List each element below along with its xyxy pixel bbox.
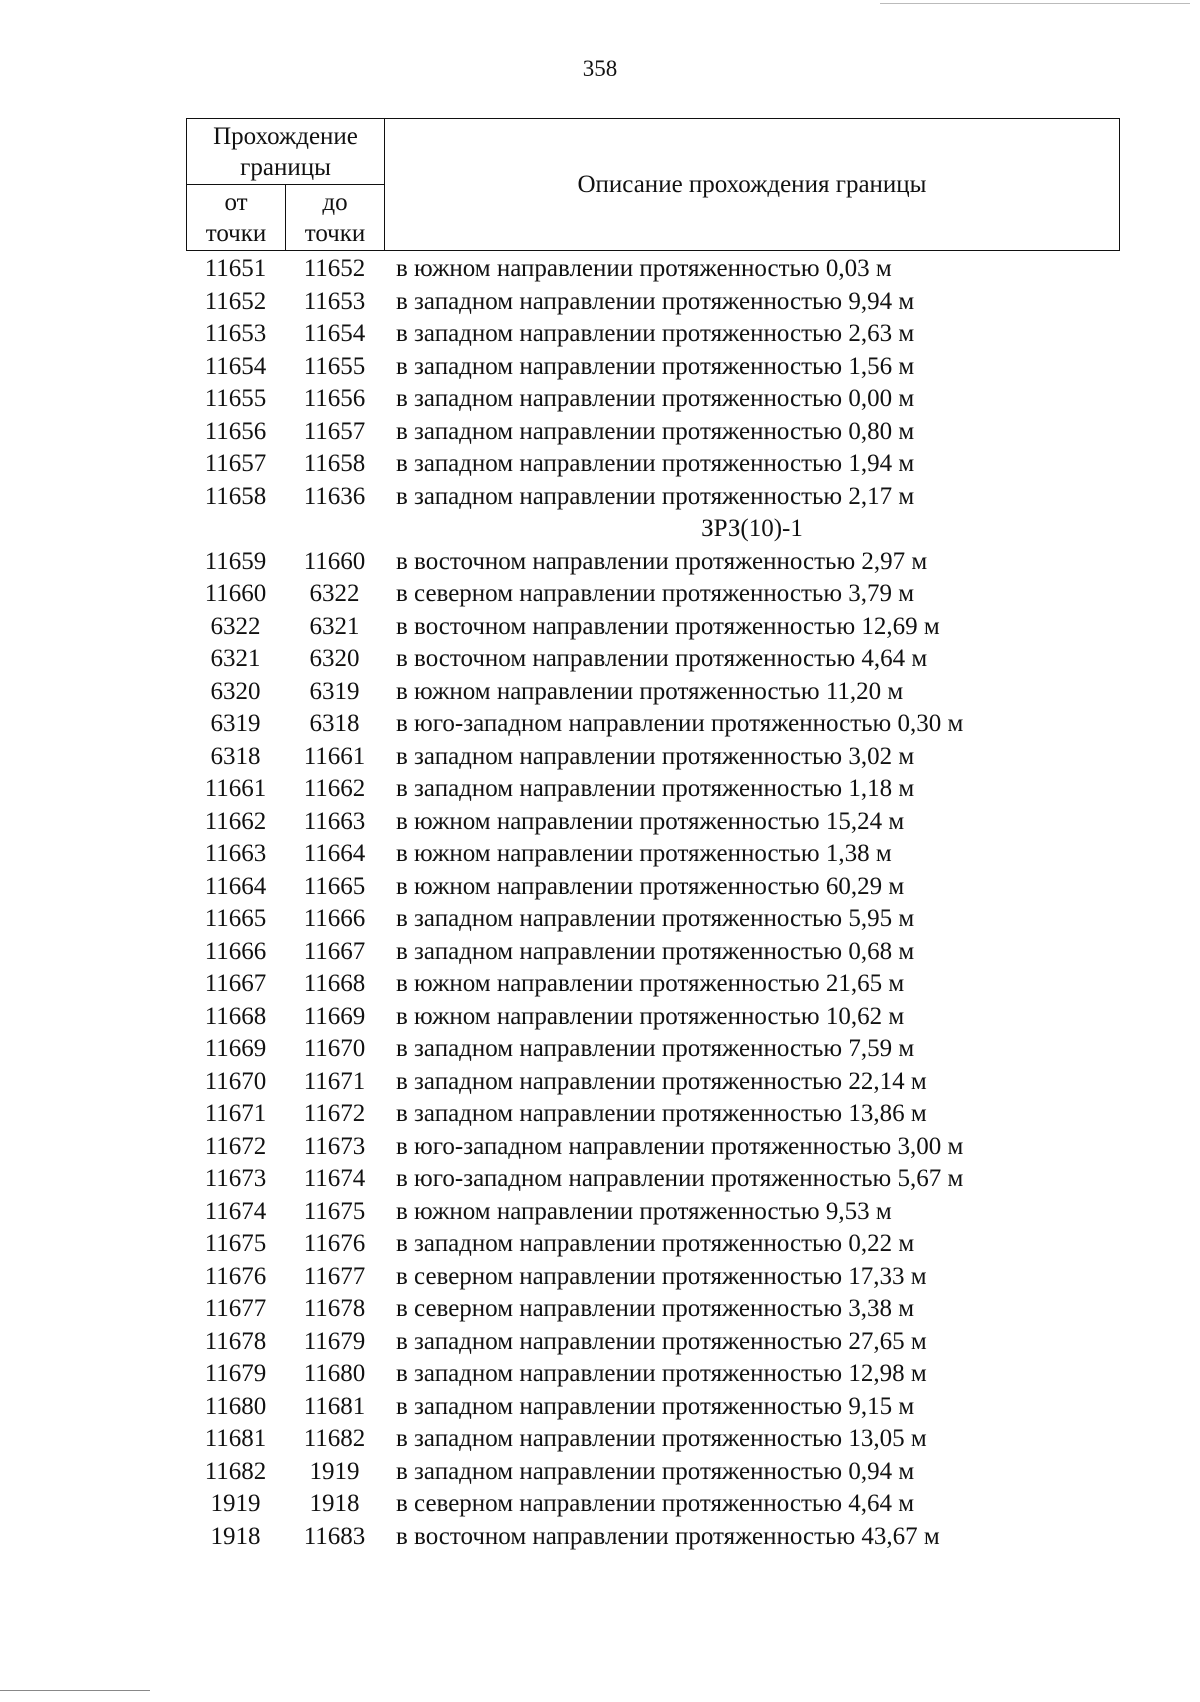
row-description: в южном направлении протяженностью 10,62 м (396, 1002, 905, 1030)
row-point-from: 11678 (204, 1327, 267, 1355)
rows-group-after (186, 546, 1120, 1554)
row-point-from: 11674 (204, 1197, 267, 1225)
row-point-from: 11662 (204, 807, 267, 835)
row-description: в восточном направлении протяженностью 43,67 м (396, 1522, 940, 1550)
table-row (186, 1098, 1120, 1131)
row-point-from: 11669 (204, 1035, 267, 1062)
table-row (186, 383, 1120, 416)
table-row (186, 286, 1120, 319)
row-description: в западном направлении протяженностью 13,05 м (396, 1425, 927, 1452)
row-point-from: 6320 (210, 677, 261, 705)
row-description: в западном направлении протяженностью 1,18 м (396, 775, 915, 802)
row-point-to: 11660 (303, 547, 366, 575)
row-description: в западном направлении протяженностью 9,15 м (396, 1392, 915, 1420)
row-description: в западном направлении протяженностью 12,98 м (396, 1360, 927, 1387)
table-row (186, 448, 1120, 481)
row-description: в северном направлении протяженностью 17,33 м (396, 1262, 927, 1290)
row-description: в восточном направлении протяженностью 4,64 м (396, 645, 928, 672)
row-point-to: 11666 (303, 905, 366, 932)
table-row (186, 968, 1120, 1001)
row-point-from: 11654 (204, 352, 267, 380)
row-description: в западном направлении протяженностью 0,22 м (396, 1230, 915, 1257)
section-title: ЗРЗ(10)-1 (701, 515, 803, 542)
row-point-to: 11661 (303, 742, 366, 770)
row-description: в южном направлении протяженностью 0,03 м (396, 255, 892, 282)
row-point-from: 6319 (210, 710, 261, 737)
row-point-from: 11676 (204, 1262, 267, 1290)
row-point-from: 11661 (204, 775, 267, 802)
row-point-from: 11655 (204, 385, 267, 412)
row-point-from: 11651 (204, 255, 267, 282)
row-point-to: 11652 (303, 255, 366, 282)
row-point-from: 1919 (210, 1490, 261, 1517)
row-point-to: 11662 (303, 775, 366, 802)
row-point-from: 11666 (204, 937, 267, 965)
row-description: в северном направлении протяженностью 3,38 м (396, 1295, 915, 1322)
row-point-to: 11675 (303, 1197, 366, 1225)
table-row (186, 253, 1120, 286)
row-description: в южном направлении протяженностью 11,20 м (396, 677, 904, 705)
row-point-to: 11678 (303, 1295, 366, 1322)
row-description: в западном направлении протяженностью 5,95 м (396, 905, 915, 932)
row-point-to: 11672 (303, 1100, 366, 1127)
row-description: в восточном направлении протяженностью 2,97 м (396, 547, 928, 575)
row-description: в западном направлении протяженностью 1,56 м (396, 352, 915, 380)
row-point-to: 11682 (303, 1425, 366, 1452)
header-from: от точки (187, 185, 286, 251)
table-row (186, 351, 1120, 384)
row-point-from: 11670 (204, 1067, 267, 1095)
row-point-from: 11671 (204, 1100, 267, 1127)
row-point-from: 11664 (204, 872, 267, 900)
row-point-from: 11673 (204, 1165, 267, 1192)
table-row (186, 1423, 1120, 1456)
row-description: в восточном направлении протяженностью 12,69 м (396, 612, 940, 640)
row-point-to: 11670 (303, 1035, 366, 1062)
row-point-to: 11663 (303, 807, 366, 835)
row-point-from: 11679 (204, 1360, 267, 1387)
table-row (186, 871, 1120, 904)
row-point-to: 11683 (303, 1522, 366, 1550)
row-point-to: 11656 (303, 385, 366, 412)
table-row (186, 1196, 1120, 1229)
row-point-to: 11669 (303, 1002, 366, 1030)
scan-artifact-top (880, 3, 1190, 4)
table-row (186, 1488, 1120, 1521)
row-point-to: 1919 (309, 1457, 360, 1485)
table-row (186, 1521, 1120, 1554)
page-number: 358 (582, 56, 618, 81)
row-point-to: 6320 (309, 645, 360, 672)
table-row (186, 578, 1120, 611)
table-row (186, 1066, 1120, 1099)
row-point-from: 1918 (210, 1522, 261, 1550)
row-point-from: 11672 (204, 1132, 267, 1160)
header-passage: Прохождение границы (187, 119, 385, 185)
row-description: в южном направлении протяженностью 15,24 м (396, 807, 905, 835)
table-row (186, 1293, 1120, 1326)
table-row (186, 1326, 1120, 1359)
table-row (186, 1391, 1120, 1424)
table-row (186, 838, 1120, 871)
table-row (186, 318, 1120, 351)
row-point-to: 11668 (303, 970, 366, 997)
table-row (186, 481, 1120, 514)
row-point-to: 11673 (303, 1132, 366, 1160)
row-description: в западном направлении протяженностью 7,59 м (396, 1035, 915, 1062)
table-row (186, 806, 1120, 839)
row-description: в южном направлении протяженностью 9,53 м (396, 1197, 892, 1225)
header-description: Описание прохождения границы (385, 119, 1120, 251)
row-point-from: 11682 (204, 1457, 267, 1485)
row-point-from: 11659 (204, 547, 267, 575)
table-row (186, 936, 1120, 969)
table-row (186, 546, 1120, 579)
table-row (186, 773, 1120, 806)
table-row (186, 1163, 1120, 1196)
row-point-from: 6318 (210, 742, 261, 770)
row-description: в юго-западном направлении протяженностью 5,67 м (396, 1165, 964, 1192)
row-point-to: 11657 (303, 417, 366, 445)
header-to: до точки (286, 185, 385, 251)
row-point-to: 11653 (303, 287, 366, 315)
row-description: в южном направлении протяженностью 1,38 м (396, 840, 892, 867)
table-row (186, 1228, 1120, 1261)
row-description: в западном направлении протяженностью 0,94 м (396, 1457, 915, 1485)
row-point-from: 11681 (204, 1425, 267, 1452)
row-description: в западном направлении протяженностью 0,68 м (396, 937, 915, 965)
row-point-to: 6318 (309, 710, 360, 737)
row-point-from: 11657 (204, 450, 267, 477)
row-description: в западном направлении протяженностью 2,63 м (396, 320, 915, 347)
table-row (186, 708, 1120, 741)
table-row (186, 416, 1120, 449)
table-row (186, 1131, 1120, 1164)
row-point-to: 11674 (303, 1165, 366, 1192)
row-point-to: 1918 (309, 1490, 360, 1517)
row-point-from: 11667 (204, 970, 267, 997)
row-point-to: 11664 (303, 840, 366, 867)
row-point-from: 11658 (204, 482, 267, 510)
row-point-to: 11676 (303, 1230, 366, 1257)
row-description: в юго-западном направлении протяженностью 0,30 м (396, 710, 964, 737)
row-description: в южном направлении протяженностью 21,65 м (396, 970, 905, 997)
row-point-to: 11680 (303, 1360, 366, 1387)
row-point-to: 11679 (303, 1327, 366, 1355)
table-header (186, 118, 1120, 251)
row-point-to: 6321 (309, 612, 360, 640)
row-point-to: 11677 (303, 1262, 366, 1290)
row-description: в западном направлении протяженностью 22,14 м (396, 1067, 927, 1095)
table-row (186, 1358, 1120, 1391)
row-point-to: 11654 (303, 320, 366, 347)
table-row (186, 1456, 1120, 1489)
table-row (186, 611, 1120, 644)
row-description: в северном направлении протяженностью 3,79 м (396, 580, 915, 607)
table-row (186, 1033, 1120, 1066)
row-point-from: 11665 (204, 905, 267, 932)
row-description: в южном направлении протяженностью 60,29 м (396, 872, 905, 900)
row-point-to: 11655 (303, 352, 366, 380)
row-point-to: 11671 (303, 1067, 366, 1095)
table-row (186, 643, 1120, 676)
row-point-to: 6322 (309, 580, 360, 607)
row-point-from: 11652 (204, 287, 267, 315)
row-point-to: 11667 (303, 937, 366, 965)
row-description: в западном направлении протяженностью 3,02 м (396, 742, 915, 770)
scan-artifact-bottom (0, 1690, 150, 1691)
table-row (186, 1001, 1120, 1034)
row-point-from: 11663 (204, 840, 267, 867)
table-row (186, 1261, 1120, 1294)
row-point-from: 11677 (204, 1295, 267, 1322)
row-point-to: 11665 (303, 872, 366, 900)
row-point-from: 6321 (210, 645, 261, 672)
row-point-from: 11660 (204, 580, 267, 607)
row-description: в западном направлении протяженностью 2,17 м (396, 482, 915, 510)
row-point-to: 11681 (303, 1392, 366, 1420)
row-point-from: 11668 (204, 1002, 267, 1030)
row-description: в западном направлении протяженностью 0,00 м (396, 385, 915, 412)
table-row (186, 676, 1120, 709)
row-point-to: 11636 (303, 482, 366, 510)
row-description: в западном направлении протяженностью 9,94 м (396, 287, 915, 315)
row-point-from: 11653 (204, 320, 267, 347)
row-description: в северном направлении протяженностью 4,64 м (396, 1490, 915, 1517)
boundary-table-body (186, 253, 1120, 1553)
rows-group-before (186, 253, 1120, 513)
row-point-from: 11680 (204, 1392, 267, 1420)
row-point-to: 11658 (303, 450, 366, 477)
table-row (186, 903, 1120, 936)
row-point-from: 6322 (210, 612, 261, 640)
row-description: в западном направлении протяженностью 27,65 м (396, 1327, 927, 1355)
row-description: в западном направлении протяженностью 13,86 м (396, 1100, 927, 1127)
row-description: в западном направлении протяженностью 0,80 м (396, 417, 915, 445)
row-point-to: 6319 (309, 677, 360, 705)
row-description: в юго-западном направлении протяженностью 3,00 м (396, 1132, 964, 1160)
row-point-from: 11656 (204, 417, 267, 445)
row-description: в западном направлении протяженностью 1,94 м (396, 450, 915, 477)
row-point-from: 11675 (204, 1230, 267, 1257)
table-row (186, 741, 1120, 774)
